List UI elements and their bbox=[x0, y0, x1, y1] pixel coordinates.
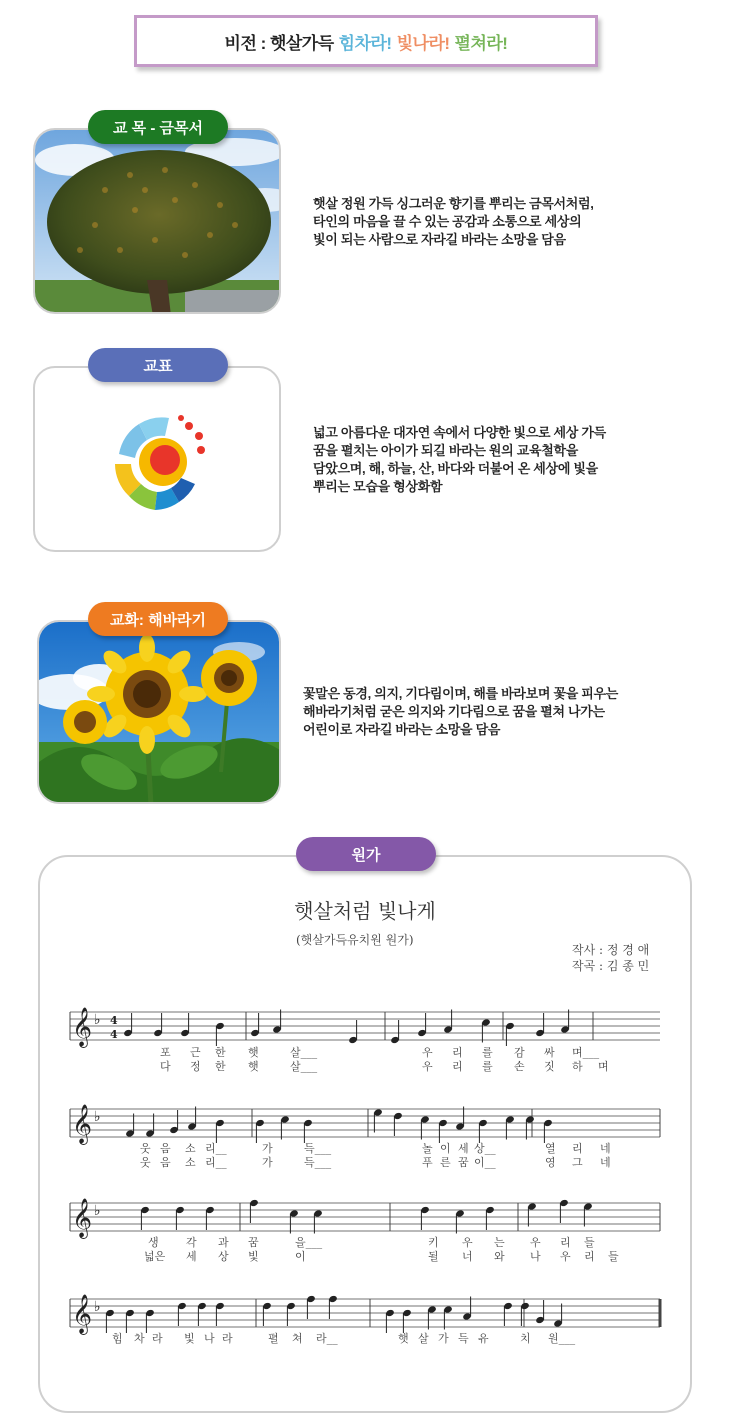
lyric-syllable: 웃 bbox=[140, 1142, 151, 1155]
lyric-syllable: 살 bbox=[418, 1332, 429, 1345]
lyric-syllable: 너 bbox=[462, 1250, 473, 1263]
lyric-syllable: 상 bbox=[218, 1250, 229, 1263]
lyric-syllable: 음 bbox=[160, 1156, 171, 1169]
lyric-syllable: 키 bbox=[428, 1236, 439, 1249]
song-lyricist: 작사 : 정 경 애 bbox=[572, 943, 650, 957]
svg-text:𝄞: 𝄞 bbox=[72, 1294, 93, 1334]
lyric-syllable: 하 bbox=[572, 1060, 583, 1073]
lyric-syllable: 넓은 bbox=[144, 1250, 166, 1263]
lyric-syllable: 세 bbox=[458, 1142, 469, 1155]
lyric-syllable: 라 bbox=[152, 1332, 163, 1345]
lyric-syllable: 살___ bbox=[290, 1060, 318, 1073]
lyric-syllable: 리__ bbox=[205, 1156, 227, 1169]
lyric-syllable: 나 bbox=[204, 1332, 215, 1345]
school-tree-label: 교 목 - 금목서 bbox=[88, 110, 228, 144]
staff-row bbox=[70, 1105, 660, 1145]
lyric-syllable: 리 bbox=[584, 1250, 595, 1263]
lyric-syllable: 한 bbox=[215, 1060, 226, 1073]
lyric-syllable: 라__ bbox=[316, 1332, 338, 1345]
school-emblem-description bbox=[313, 424, 606, 496]
lyric-syllable: 상__ bbox=[474, 1142, 496, 1155]
lyric-syllable: 리__ bbox=[205, 1142, 227, 1155]
desc-line: 담았으며, 해, 하늘, 산, 바다와 더불어 온 세상에 빛을 bbox=[313, 461, 598, 476]
lyric-syllable: 들 bbox=[608, 1250, 619, 1263]
lyric-syllable: 네 bbox=[600, 1156, 611, 1169]
lyric-syllable: 햇 bbox=[398, 1332, 409, 1345]
lyric-syllable: 그 bbox=[572, 1156, 583, 1169]
svg-text:4: 4 bbox=[110, 1028, 118, 1041]
svg-text:𝄞: 𝄞 bbox=[72, 1198, 93, 1238]
lyric-syllable: 근 bbox=[190, 1046, 201, 1059]
school-tree-description bbox=[313, 195, 594, 249]
lyric-syllable: 가 bbox=[262, 1156, 273, 1169]
svg-text:♭: ♭ bbox=[94, 1299, 101, 1315]
lyric-syllable: 이__ bbox=[474, 1156, 496, 1169]
lyric-syllable: 정 bbox=[190, 1060, 201, 1073]
lyric-syllable: 놀 bbox=[422, 1142, 433, 1155]
lyric-syllable: 를 bbox=[482, 1046, 493, 1059]
lyric-syllable: 리 bbox=[452, 1060, 463, 1073]
desc-line: 뿌리는 모습을 형상화함 bbox=[313, 479, 443, 494]
lyric-syllable: 펼 bbox=[268, 1332, 279, 1345]
lyric-syllable: 과 bbox=[218, 1236, 229, 1249]
school-flower-description bbox=[303, 685, 618, 739]
lyric-syllable: 며___ bbox=[572, 1046, 600, 1059]
lyric-syllable: 리 bbox=[452, 1046, 463, 1059]
lyric-syllable: 득___ bbox=[304, 1156, 332, 1169]
anthem-label: 원가 bbox=[296, 837, 436, 871]
lyric-syllable: 열 bbox=[545, 1142, 556, 1155]
svg-text:4: 4 bbox=[110, 1014, 118, 1027]
lyric-syllable: 감 bbox=[514, 1046, 525, 1059]
lyric-syllable: 푸 bbox=[422, 1156, 433, 1169]
lyric-syllable: 득 bbox=[458, 1332, 469, 1345]
lyric-syllable: 음 bbox=[160, 1142, 171, 1155]
lyric-syllable: 될 bbox=[428, 1250, 439, 1263]
lyric-syllable: 라 bbox=[222, 1332, 233, 1345]
lyric-syllable: 살___ bbox=[290, 1046, 318, 1059]
lyric-syllable: 유 bbox=[478, 1332, 489, 1345]
lyric-syllable: 을___ bbox=[295, 1236, 323, 1249]
school-flower-label: 교화: 해바라기 bbox=[88, 602, 228, 636]
school-tree-photo bbox=[33, 128, 281, 314]
school-flower-photo bbox=[37, 620, 281, 804]
vision-phrase-shine: 빛나라! bbox=[396, 33, 450, 53]
lyric-syllable: 다 bbox=[160, 1060, 171, 1073]
lyric-syllable: 를 bbox=[482, 1060, 493, 1073]
lyric-syllable: 짓 bbox=[544, 1060, 555, 1073]
lyric-syllable: 생 bbox=[148, 1236, 159, 1249]
lyric-syllable: 손 bbox=[514, 1060, 525, 1073]
lyric-syllable: 소 bbox=[185, 1156, 196, 1169]
lyric-syllable: 각 bbox=[186, 1236, 197, 1249]
lyric-syllable: 차 bbox=[134, 1332, 145, 1345]
lyric-syllable: 우 bbox=[422, 1060, 433, 1073]
desc-line: 해바라기처럼 굳은 의지와 기다림으로 꿈을 펼쳐 나가는 bbox=[303, 704, 605, 719]
vision-phrase-strong: 힘차라! bbox=[338, 33, 392, 53]
svg-text:♭: ♭ bbox=[94, 1012, 101, 1028]
lyric-syllable: 는 bbox=[494, 1236, 505, 1249]
lyric-syllable: 가 bbox=[262, 1142, 273, 1155]
lyric-syllable: 이 bbox=[440, 1142, 451, 1155]
lyric-syllable: 꿈 bbox=[248, 1236, 259, 1249]
lyric-syllable: 포 bbox=[160, 1046, 171, 1059]
school-emblem-label: 교표 bbox=[88, 348, 228, 382]
lyric-syllable: 며 bbox=[598, 1060, 609, 1073]
lyric-syllable: 치 bbox=[520, 1332, 531, 1345]
lyric-syllable: 세 bbox=[186, 1250, 197, 1263]
lyric-syllable: 빛 bbox=[184, 1332, 195, 1345]
lyric-syllable: 소 bbox=[185, 1142, 196, 1155]
svg-text:♭: ♭ bbox=[94, 1109, 101, 1125]
svg-text:𝄞: 𝄞 bbox=[72, 1104, 93, 1144]
lyric-syllable: 힘 bbox=[112, 1332, 123, 1345]
staff-row bbox=[70, 1295, 660, 1335]
desc-line: 빛이 되는 사람으로 자라길 바라는 소망을 담음 bbox=[313, 232, 566, 247]
lyric-syllable: 득___ bbox=[304, 1142, 332, 1155]
song-subtitle: (햇살가득유치원 원가) bbox=[296, 933, 414, 947]
vision-prefix: 비전 : 햇살가득 bbox=[224, 33, 334, 53]
desc-line: 햇살 정원 가득 싱그러운 향기를 뿌리는 금목서처럼, bbox=[313, 196, 594, 211]
staff-row bbox=[70, 1008, 660, 1048]
desc-line: 어린이로 자라길 바라는 소망을 담음 bbox=[303, 722, 501, 737]
lyric-syllable: 영 bbox=[545, 1156, 556, 1169]
lyric-syllable: 쳐 bbox=[292, 1332, 303, 1345]
lyric-syllable: 리 bbox=[572, 1142, 583, 1155]
desc-line: 타인의 마음을 끌 수 있는 공감과 소통으로 세상의 bbox=[313, 214, 582, 229]
desc-line: 꽃말은 동경, 의지, 기다림이며, 해를 바라보며 꽃을 피우는 bbox=[303, 686, 619, 701]
lyric-syllable: 싸 bbox=[544, 1046, 555, 1059]
lyric-syllable: 꿈 bbox=[458, 1156, 469, 1169]
lyric-syllable: 햇 bbox=[248, 1060, 259, 1073]
lyric-syllable: 네 bbox=[600, 1142, 611, 1155]
lyric-syllable: 우 bbox=[462, 1236, 473, 1249]
staff-row bbox=[70, 1199, 660, 1239]
song-title: 햇살처럼 빛나게 bbox=[294, 899, 436, 923]
svg-text:♭: ♭ bbox=[94, 1203, 101, 1219]
lyric-syllable: 나 bbox=[530, 1250, 541, 1263]
school-emblem-box bbox=[33, 366, 281, 552]
lyric-syllable: 빛 bbox=[248, 1250, 259, 1263]
lyric-syllable: 이 bbox=[295, 1250, 306, 1263]
lyric-syllable: 른 bbox=[440, 1156, 451, 1169]
lyric-syllable: 와 bbox=[494, 1250, 505, 1263]
lyric-syllable: 우 bbox=[560, 1250, 571, 1263]
lyric-syllable: 우 bbox=[530, 1236, 541, 1249]
lyric-syllable: 들 bbox=[584, 1236, 595, 1249]
lyric-syllable: 우 bbox=[422, 1046, 433, 1059]
lyric-syllable: 가 bbox=[438, 1332, 449, 1345]
lyric-syllable: 리 bbox=[560, 1236, 571, 1249]
lyric-syllable: 원___ bbox=[548, 1332, 576, 1345]
vision-banner bbox=[134, 15, 598, 67]
lyric-syllable: 한 bbox=[215, 1046, 226, 1059]
lyric-syllable: 햇 bbox=[248, 1046, 259, 1059]
desc-line: 넓고 아름다운 대자연 속에서 다양한 빛으로 세상 가득 bbox=[313, 425, 606, 440]
lyric-syllable: 웃 bbox=[140, 1156, 151, 1169]
school-emblem-logo bbox=[35, 368, 281, 552]
svg-text:𝄞: 𝄞 bbox=[72, 1007, 93, 1047]
desc-line: 꿈을 펼치는 아이가 되길 바라는 원의 교육철학을 bbox=[313, 443, 579, 458]
vision-phrase-spread: 펼쳐라! bbox=[454, 33, 508, 53]
song-composer: 작곡 : 김 종 민 bbox=[572, 959, 650, 973]
